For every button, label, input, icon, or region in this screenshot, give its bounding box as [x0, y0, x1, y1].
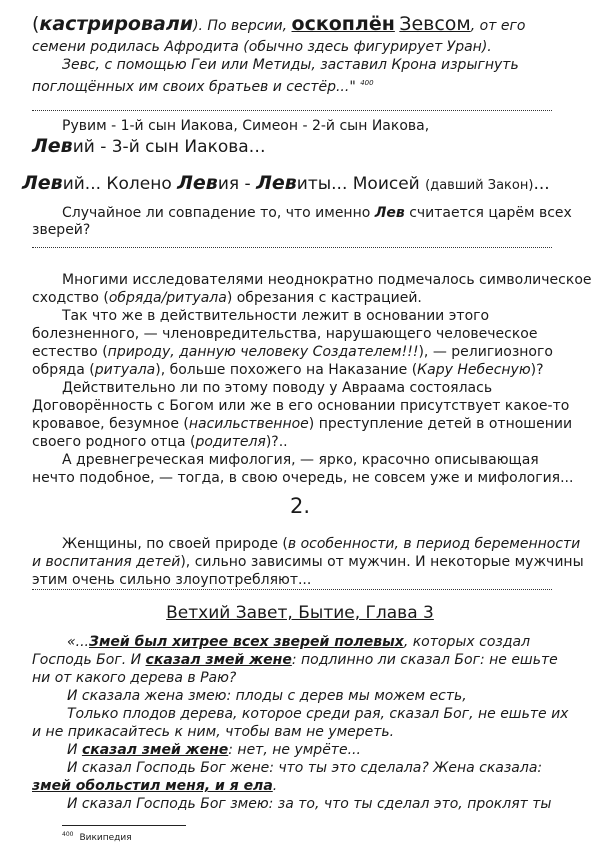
- p5-line-10: своего родного отца (родителя)?..: [32, 434, 288, 450]
- dotted-separator: [32, 110, 552, 111]
- dotted-separator: [32, 247, 552, 248]
- p5-line-9: кровавое, безумное (насильственное) преступление детей в отношении: [32, 416, 573, 432]
- p1-line-1: (кастрировали). По версии, оскоплён Зевсом, от его: [32, 13, 526, 35]
- p5-line-12: нечто подобное, — тогда, в свою очередь, не совсем уже и мифология...: [32, 470, 574, 486]
- p1-line-3: Зевс, с помощью Геи или Метиды, заставил Крона изрыгнуть: [62, 57, 519, 73]
- footnote-number: 400: [62, 831, 74, 838]
- p1-line-4: поглощённых им своих братьев и сестёр..." $^{400}$: [32, 79, 374, 95]
- p5-line-4: болезненного, — членовредительства, нарушающего человеческое: [32, 326, 538, 342]
- footnote-rule: [62, 825, 186, 826]
- p5-line-8: Договорённость с Богом или же в его основании присутствует какое-то: [32, 398, 570, 414]
- footnote-text: Википедия: [79, 833, 132, 843]
- p5-line-1: Многими исследователями неоднократно подмечалось символическое: [62, 272, 592, 288]
- quote-line-5: Только плодов дерева, которое среди рая, сказал Бог, не ешьте их: [67, 706, 569, 722]
- p2-line-2: Левий - 3-й сын Иакова…: [32, 135, 266, 157]
- quote-line-2: Господь Бог. И сказал змей жене: подлинно ли сказал Бог: не ешьте: [32, 652, 558, 668]
- p4-line-2: зверей?: [32, 222, 91, 238]
- quote-line-9: змей обольстил меня, и я ела.: [32, 778, 278, 794]
- footnote: [62, 829, 132, 844]
- p4-line-1: Случайное ли совпадение то, что именно Лев считается царём всех: [62, 205, 572, 221]
- p6-line-3: этим очень сильно злоупотребляют...: [32, 572, 312, 588]
- section-number: 2.: [289, 494, 311, 518]
- p5-line-6: обряда (ритуала), больше похожего на Наказание (Кару Небесную)?: [32, 362, 544, 378]
- quote-line-7: И сказал змей жене: нет, не умрёте...: [67, 742, 361, 758]
- p6-line-2: и воспитания детей), сильно зависимы от мужчин. И некоторые мужчины: [32, 554, 584, 570]
- p1-line-2: семени родилась Афродита (обычно здесь фигурирует Уран).: [32, 39, 492, 55]
- quote-line-4: И сказала жена змею: плоды с дерев мы можем есть,: [67, 688, 467, 704]
- p2-line-1: Рувим - 1-й сын Иакова, Симеон - 2-й сын Иакова,: [62, 118, 430, 134]
- chapter-heading: Ветхий Завет, Бытие, Глава 3: [166, 603, 434, 623]
- p5-line-3: Так что же в действительности лежит в основании этого: [62, 308, 490, 324]
- quote-line-8: И сказал Господь Бог жене: что ты это сделала? Жена сказала:: [67, 760, 543, 776]
- p5-line-7: Действительно ли по этому поводу у Авраама состоялась: [62, 380, 493, 396]
- footnote-ref-400[interactable]: 400: [360, 79, 374, 87]
- dotted-separator: [32, 589, 552, 590]
- quote-line-10: И сказал Господь Бог змею: за то, что ты сделал это, проклят ты: [67, 796, 552, 812]
- p6-line-1: Женщины, по своей природе (в особенности, в период беременности: [62, 536, 581, 552]
- p5-line-5: естество (природу, данную человеку Создателем!!!), — религиозного: [32, 344, 553, 360]
- quote-line-3: ни от какого дерева в Раю?: [32, 670, 237, 686]
- p5-line-2: сходство (обряда/ритуала) обрезания с кастрацией.: [32, 290, 422, 306]
- p3-line: Левий... Колено Левия - Левиты... Моисей (давший Закон)...: [22, 172, 550, 194]
- quote-line-6: и не прикасайтесь к ним, чтобы вам не умереть.: [32, 724, 395, 740]
- p5-line-11: А древнегреческая мифология, — ярко, красочно описывающая: [62, 452, 539, 468]
- quote-line-1: «...Змей был хитрее всех зверей полевых, которых создал: [67, 634, 531, 650]
